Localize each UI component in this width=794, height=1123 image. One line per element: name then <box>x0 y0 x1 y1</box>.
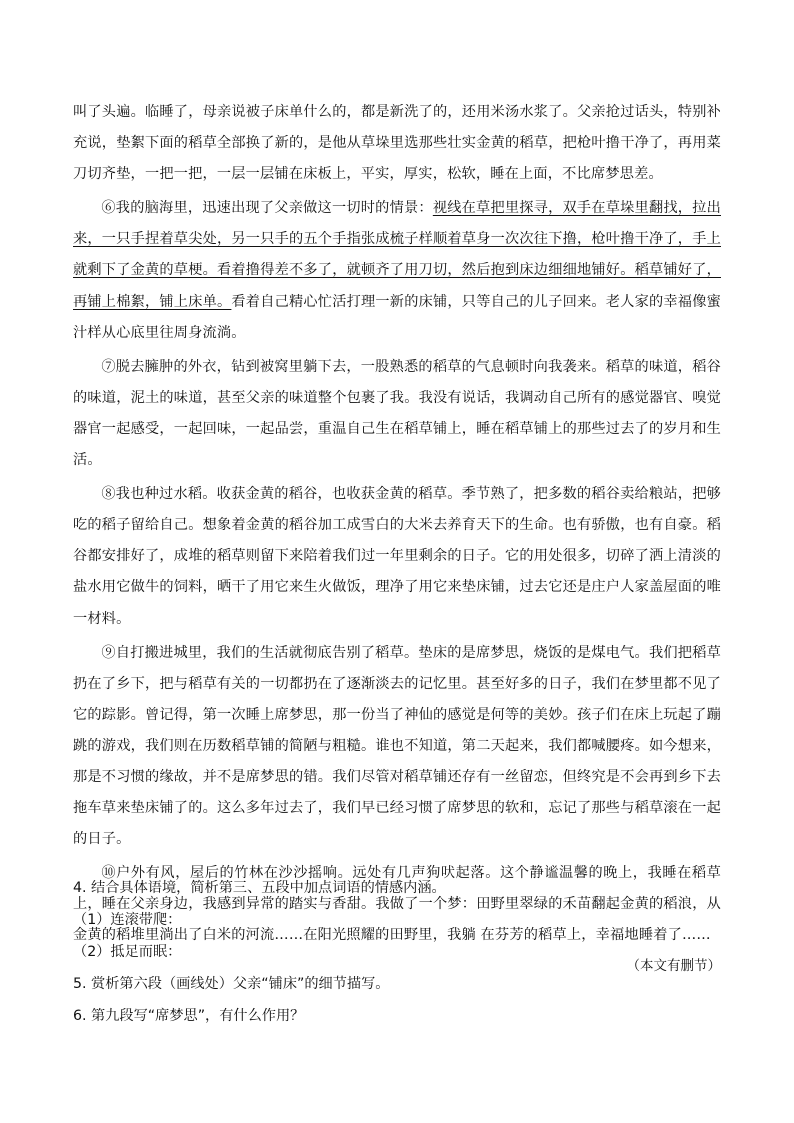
question-4-2: （2）抵足而眠： <box>73 944 182 960</box>
paragraph-7: ⑦脱去臃肿的外衣，钻到被窝里躺下去，一股熟悉的稻草的气息顿时向我袭来。稻草的味道，稻谷的味道，泥土的味道，甚至父亲的味道整个包裹了我。我没有说话，我调动自己所有的感觉器官、嗅觉器官一起感受，一起回味，一起品尝，重温自己生在稻草铺上，睡在稻草铺上的那些过去了的岁月和生活。 <box>73 358 721 469</box>
paragraph-6-underlined: 视线在草把里探寻，双手在草垛里翻找，拉出来，一只手捏着草尖处，另一只手的五个手指张成梳子样顺着草身一次次往下撸，枪叶撸干净了，手上就剩下了金黄的草梗。看着撸得差不多了，就顿齐了用刀切，然后抱到床边细细地铺好。稻草铺好了，再铺上棉絮，铺上床单。 <box>73 200 721 310</box>
paragraph-9: ⑨自打搬进城里，我们的生活就彻底告别了稻草。垫床的是席梦思，烧饭的是煤电气。我们把稻草扔在了乡下，把与稻草有关的一切都扔在了逐渐淡去的记忆里。甚至好多的日子，我们在梦里都不见了它的踪影。曾记得，第一次睡上席梦思，那一份当了神仙的感觉是何等的美妙。孩子们在床上玩起了蹦跳的游戏，我们则在历数稻草铺的简陋与粗糙。谁也不知道，第二天起来，我们都喊腰疼。如今想来，那是不习惯的缘故，并不是席梦思的错。我们尽管对稻草铺还存有一丝留恋，但终究是不会再到乡下去拖车草来垫床铺了的。这么多年过去了，我们早已经习惯了席梦思的软和，忘记了那些与稻草滚在一起的日子。 <box>73 644 721 848</box>
paragraph-10: ⑩户外有风，屋后的竹林在沙沙摇响。远处有几声狗吠起落。这个静谧温馨的晚上，我睡在稻草上，睡在父亲身边，我感到异常的踏实与香甜。我做了一个梦：田野里翠绿的禾苗翻起金黄的稻浪，从金黄的稻堆里淌出了白米的河流……在阳光照耀的田野里，我躺 在芬芳的稻草上，幸福地睡着了…… <box>73 865 721 944</box>
paragraph-6-tail: 看着自己精心忙活打理一新的床铺，只等自己的儿子回来。老人家的幸福像蜜汁样从心底里往周身流淌。 <box>73 293 721 341</box>
question-4-1: （1）连滚带爬： <box>73 912 182 928</box>
question-4: 4. 结合具体语境，简析第三、五段中加点词语的情感内涵。 <box>73 880 446 896</box>
paragraph-6 <box>73 193 721 348</box>
question-5: 5. 赏析第六段（画线处）父亲“铺床”的细节描写。 <box>73 976 390 992</box>
passage <box>73 97 721 977</box>
abridged-note: （本文有删节） <box>626 957 721 974</box>
paragraph-intro: 叫了头遍。临睡了，母亲说被子床单什么的，都是新洗了的，还用米汤水浆了。父亲抢过话头，特别补充说，垫絮下面的稻草全部换了新的，是他从草垛里选那些壮实金黄的稻草，把枪叶撸干净了，再用菜刀切齐垫，一把一把，一层一层铺在床板上，平实，厚实，松软，睡在上面，不比席梦思差。 <box>73 104 721 183</box>
paragraph-6-lead: ⑥我的脑海里，迅速出现了父亲做这一切时的情景： <box>101 200 433 217</box>
question-6: 6. 第九段写“席梦思”，有什么作用？ <box>73 1008 305 1024</box>
paragraph-8: ⑧我也种过水稻。收获金黄的稻谷，也收获金黄的稻草。季节熟了，把多数的稻谷卖给粮站，把够吃的稻子留给自己。想象着金黄的稻谷加工成雪白的大米去养育天下的生命。也有骄傲，也有自豪。稻谷都安排好了，成堆的稻草则留下来陪着我们过一年里剩余的日子。它的用处很多，切碎了洒上清淡的盐水用它做牛的饲料，晒干了用它来生火做饭，理净了用它来垫床铺，过去它还是庄户人家盖屋面的唯一材料。 <box>73 486 721 627</box>
questions <box>73 878 721 1038</box>
